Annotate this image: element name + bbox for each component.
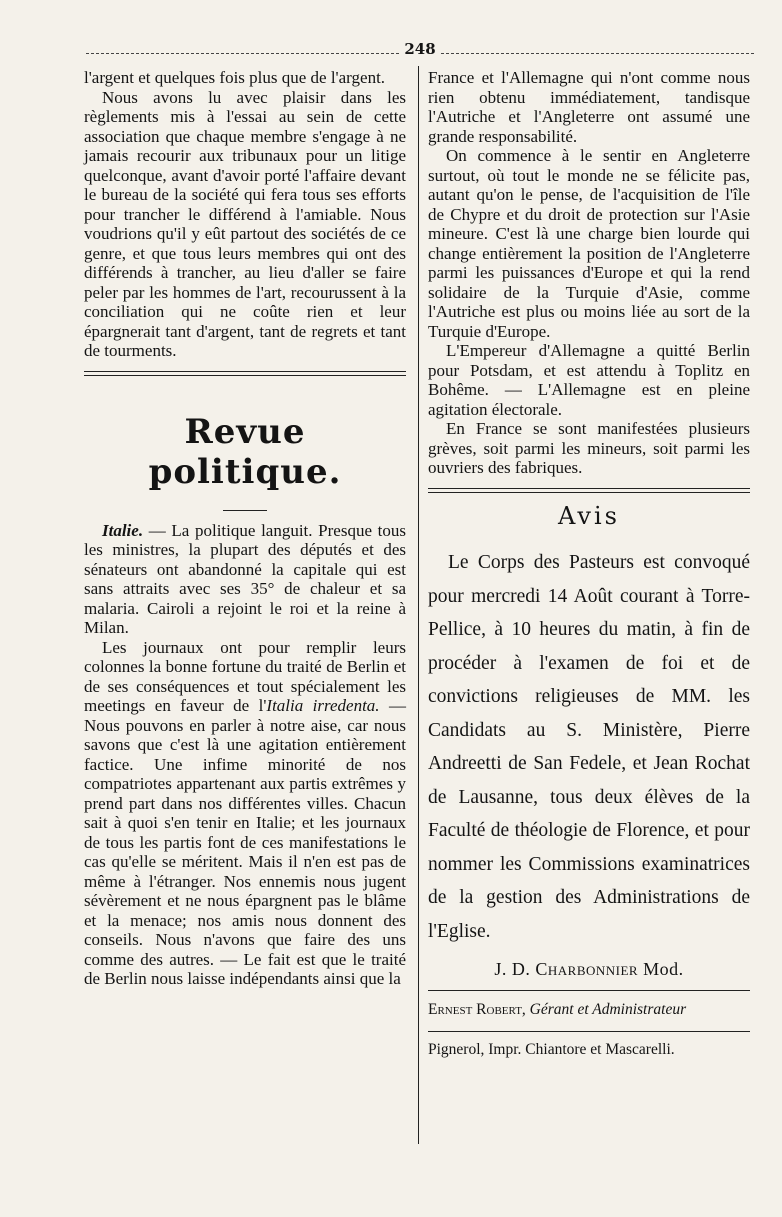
printer-line: Pignerol, Impr. Chiantore et Mascarelli.: [428, 1040, 675, 1058]
left-paragraph-4b: — Nous pouvons en parler à notre aise, car nous savons que c'est là une agitation entièrement factice. Une infime minorité de nos compatriotes appartenant aux partis extrêmes y prend part dans nos différentes villes. Chacun sait à quoi s'en tenir en Italie; et les journaux de tous les partis font de ces manifestations le cas qu'elle se méritent. Mais il n'en est pas de même à l'étranger. Nos ennemis nous jugent sévèrement et ne nous épargnent pas le blâme et la menace; nos amis nous donnent des conseils. Nous n'avons que faire des uns comme des autres. — Le fait est que le traité de Berlin nous laisse indépendants ainsi que la: [84, 696, 406, 988]
avis-text: Le Corps des Pasteurs est convoqué pour mercredi 14 Août courant à Torre-Pellice, à 10 heures du matin, à fin de procéder à l'examen de foi et de convictions religieuses de MM. les Candidats au S. Ministère, Pierre Andreetti de San Fedele, et Jean Rochat de Lausanne, tous deux élèves de la Faculté de théologie de Florence, et pour nommer les Commissions examinatrices de la gestion des Administrations de l'Eglise.: [428, 552, 750, 942]
left-paragraph-2: Nous avons lu avec plaisir dans les règlements mis à l'essai au sein de cette association que chaque membre s'engage à ne jamais recourir aux tribunaux pour un litige quelconque, avant d'avoir porté l'affaire devant le bureau de la société qui fera tous ses efforts pour trancher le différend à l'amiable. Nous voudrions qu'il y eût partout des sociétés de ce genre, et que tous leurs membres qui ont des différends à trancher, au lieu d'aller se faire peler par les hommes de l'art, recourussent à la conciliation qui ne coûte rien et leur épargnerait tant d'argent, tant de regrets et tant de tourments.: [84, 87, 406, 360]
signature-name: Charbonnier: [535, 959, 639, 979]
manager-role: Gérant et Administrateur: [529, 1000, 687, 1018]
left-paragraph-4: [84, 638, 406, 989]
signature-initials: J. D.: [494, 959, 531, 979]
right-column: [428, 68, 750, 1059]
left-paragraph-3-text: — La politique languit. Presque tous les ministres, la plupart des députés et des sénateurs ont abandonné la capitale qui est sans attraits avec ses 35° de chaleur et sa malaria. Cairoli a rejoint le roi et la reine à Milan.: [84, 520, 406, 637]
manager-line: [428, 999, 750, 1021]
imprint-rule-top: [428, 990, 750, 991]
left-paragraph-4a: Les journaux ont pour remplir leurs colonnes la bonne fortune du traité de Berlin et de ses conséquences et tout spécialement les meetings en faveur de l': [84, 637, 406, 715]
section-separator: [84, 371, 406, 376]
right-paragraph-4: En France se sont manifestées plusieurs grèves, soit parmi les mineurs, soit parmi les ouvriers des fabriques.: [428, 419, 750, 477]
column-divider: [418, 66, 419, 1144]
page-number: 248: [400, 40, 439, 58]
country-label: Italie.: [102, 520, 144, 540]
italic-term: Italia irredenta.: [266, 696, 380, 715]
imprint-rule-bottom: [428, 1031, 750, 1032]
right-paragraph-3: L'Empereur d'Allemagne a quitté Berlin pour Potsdam, et est attendu à Toplitz en Bohême. — L'Allemagne est en pleine agitation électorale.: [428, 341, 750, 419]
manager-name: Ernest Robert,: [428, 1000, 526, 1018]
avis-separator: [428, 488, 750, 493]
right-paragraph-1: France et l'Allemagne qui n'ont comme nous rien obtenu immédiatement, tandisque l'Autriche et l'Angleterre ont assumé une grande responsabilité.: [428, 68, 750, 146]
page-header: [86, 40, 754, 64]
left-paragraph-1: l'argent et quelques fois plus que de l'argent.: [84, 68, 386, 87]
left-column: [84, 68, 406, 989]
left-paragraph-3: [84, 521, 406, 638]
avis-title: Avis: [558, 501, 620, 530]
signature-role: Mod.: [643, 959, 684, 979]
right-paragraph-2: On commence à le sentir en Angleterre surtout, où tout le monde ne se félicite pas, autant qu'on le pense, de l'acquisition de l'île de Chypre et du droit de protection sur l'Asie mineure. C'est là une charge bien lourde qui change entièrement la position de l'Angleterre parmi les puissances d'Europe et qui la rend solidaire de la Turquie d'Asie, comme l'Autriche est plus ou moins liée au sort de la Turquie d'Europe.: [428, 146, 750, 341]
title-dash: [223, 510, 267, 511]
section-title: Revue politique.: [148, 411, 342, 492]
signature: [428, 960, 750, 980]
